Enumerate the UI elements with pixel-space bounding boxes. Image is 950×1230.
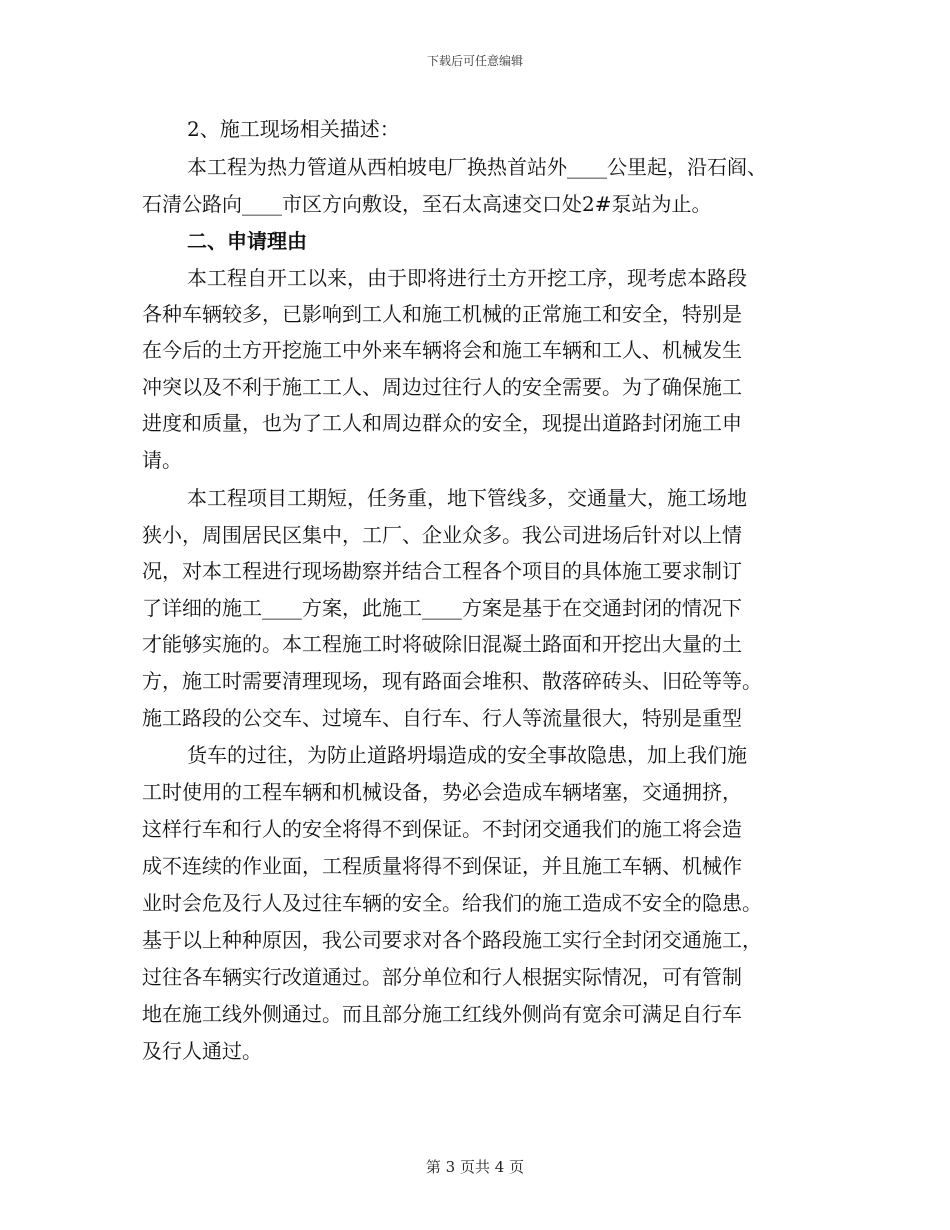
body-line: 了详细的施工____方案，此施工____方案是基于在交通封闭的情况下	[142, 596, 742, 620]
body-line: 才能够实施的。本工程施工时将破除旧混凝土路面和开挖出大量的土	[142, 632, 742, 656]
body-line: 地在施工线外侧通过。而且部分施工红线外侧尚有宽余可满足自行车	[142, 1002, 742, 1026]
body-line: 这样行车和行人的安全将得不到保证。不封闭交通我们的施工将会造	[142, 817, 742, 841]
body-line: 进度和质量，也为了工人和周边群众的安全，现提出道路封闭施工申	[142, 411, 742, 435]
body-line: 基于以上种种原因，我公司要求对各个路段施工实行全封闭交通施工，	[142, 928, 762, 952]
body-line: 本工程自开工以来，由于即将进行土方开挖工序，现考虑本路段	[187, 266, 747, 290]
body-line: 工时使用的工程车辆和机械设备，势必会造成车辆堵塞，交通拥挤，	[142, 780, 742, 804]
section-heading: 二、申请理由	[187, 229, 307, 253]
body-line: 本工程为热力管道从西柏坡电厂换热首站外____公里起，沿石阎、	[187, 155, 767, 179]
body-line: 本工程项目工期短，任务重，地下管线多，交通量大，施工场地	[187, 486, 747, 510]
body-line: 方，施工时需要清理现场，现有路面会堆积、散落碎砖头、旧砼等等。	[142, 669, 762, 693]
body-line: 冲突以及不利于施工工人、周边过往行人的安全需要。为了确保施工	[142, 375, 742, 399]
body-line: 狭小，周围居民区集中，工厂、企业众多。我公司进场后针对以上情	[142, 523, 742, 547]
body-line: 请。	[142, 448, 182, 472]
page-header: 下载后可任意编辑	[426, 54, 523, 68]
body-line: 况，对本工程进行现场勘察并结合工程各个项目的具体施工要求制订	[142, 559, 742, 583]
body-line: 成不连续的作业面，工程质量将得不到保证，并且施工车辆、机械作	[142, 854, 742, 878]
body-line: 业时会危及行人及过往车辆的安全。给我们的施工造成不安全的隐患。	[142, 891, 762, 915]
body-line: 施工路段的公交车、过境车、自行车、行人等流量很大，特别是重型	[142, 706, 742, 730]
body-line: 货车的过往，为防止道路坍塌造成的安全事故隐患，加上我们施	[187, 743, 747, 767]
body-line: 石清公路向____市区方向敷设，至石太高速交口处2#泵站为止。	[142, 192, 712, 216]
body-line: 各种车辆较多，已影响到工人和施工机械的正常施工和安全，特别是	[142, 302, 742, 326]
section-subheading: 2、施工现场相关描述：	[187, 117, 400, 141]
body-line: 及行人通过。	[142, 1039, 262, 1063]
page-number: 第 3 页共 4 页	[425, 1158, 525, 1176]
body-line: 过往各车辆实行改道通过。部分单位和行人根据实际情况，可有管制	[142, 965, 742, 989]
body-line: 在今后的土方开挖施工中外来车辆将会和施工车辆和工人、机械发生	[142, 338, 742, 362]
